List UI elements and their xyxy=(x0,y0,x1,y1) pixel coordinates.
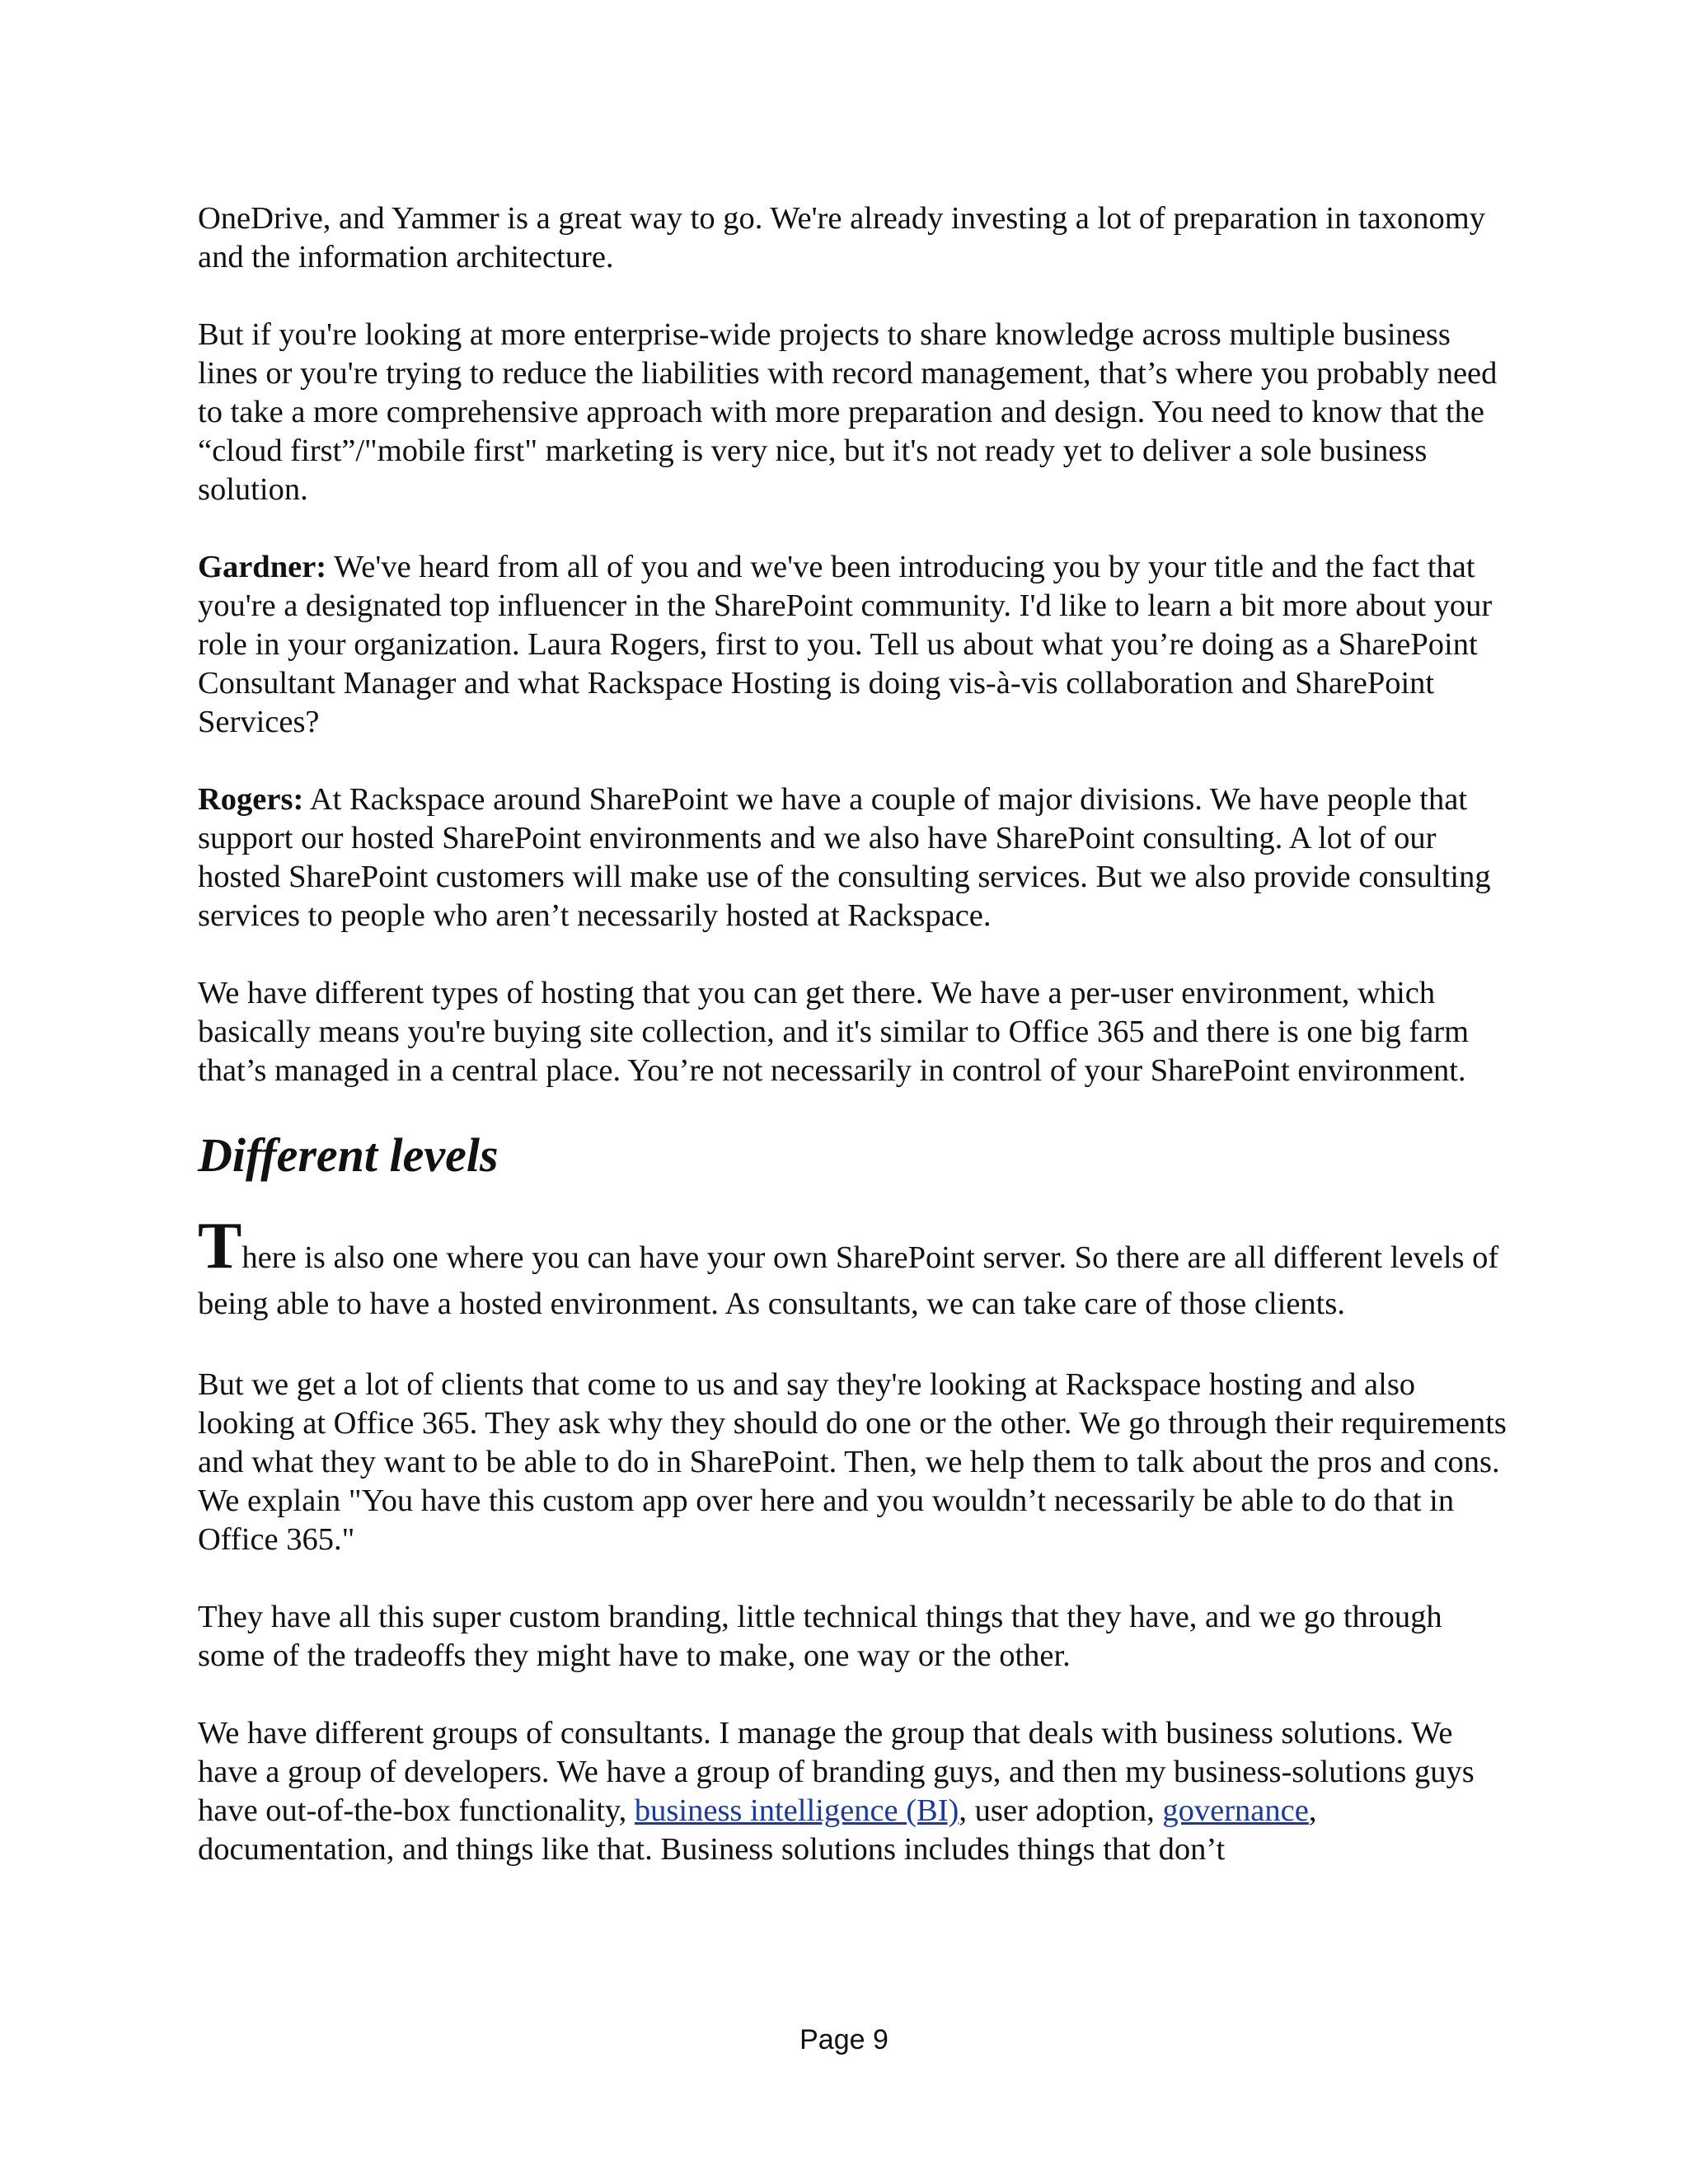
drop-cap: T xyxy=(198,1210,242,1282)
paragraph-2: But if you're looking at more enterprise-wide projects to share knowledge across multiple business lines or you're trying to reduce the liabilities with record management, that’s where you probably need to take a more comprehensive approach with more preparation and design. You need to know that the “cloud first”/"mobile first" marketing is very nice, but it's not ready yet to deliver a sole business solution. xyxy=(198,317,1498,507)
paragraph-4 xyxy=(198,780,1517,935)
page-number: Page 9 xyxy=(799,2024,889,2055)
speaker-gardner: Gardner: xyxy=(198,550,327,584)
paragraph-4-text: At Rackspace around SharePoint we have a couple of major divisions. We have people that support our hosted SharePoint environments and we also have SharePoint consulting. A lot of our hosted SharePoint customers will make use of the consulting services. But we also provide consulting services to people who aren’t necessarily hosted at Rackspace. xyxy=(198,782,1491,933)
paragraph-9-text-a: We have different groups of consultants. I manage the group that deals with business solutions. We have a group of developers. We have a group of branding guys, and then my business-solutions guys have out-of-the-box functionality, xyxy=(198,1716,1475,1828)
paragraph-6 xyxy=(198,1210,1517,1327)
paragraph-9-text-c: , documentation, and things like that. Business solutions includes things that don’t xyxy=(198,1793,1317,1867)
document-body xyxy=(198,199,1517,1908)
speaker-rogers: Rogers: xyxy=(198,782,304,817)
paragraph-1: OneDrive, and Yammer is a great way to go. We're already investing a lot of preparation in taxonomy and the information architecture. xyxy=(198,201,1485,274)
paragraph-5: We have different types of hosting that you can get there. We have a per-user environment, which basically means you're buying site collection, and it's similar to Office 365 and there is one big farm that’s managed in a central place. You’re not necessarily in control of your SharePoint environment. xyxy=(198,976,1470,1088)
paragraph-7: But we get a lot of clients that come to us and say they're looking at Rackspace hosting and also looking at Office 365. They ask why they should do one or the other. We go through their requirements and what they want to be able to do in SharePoint. Then, we help them to talk about the pros and cons. We explain "You have this custom app over here and you wouldn’t necessarily be able to do that in Office 365." xyxy=(198,1367,1507,1557)
paragraph-8: They have all this super custom branding, little technical things that they have, and we go through some of the tradeoffs they might have to make, one way or the other. xyxy=(198,1600,1442,1673)
paragraph-3 xyxy=(198,548,1517,742)
governance-link[interactable]: governance xyxy=(1162,1793,1309,1828)
section-heading: Different levels xyxy=(198,1128,499,1182)
paragraph-9 xyxy=(198,1714,1517,1869)
paragraph-9-text-b: , user adoption, xyxy=(959,1793,1163,1828)
paragraph-6-text: here is also one where you can have your own SharePoint server. So there are all different levels of being able to have a hosted environment. As consultants, we can take care of those clients. xyxy=(198,1240,1499,1321)
paragraph-3-text: We've heard from all of you and we've been introducing you by your title and the fact that you're a designated top influencer in the SharePoint community. I'd like to learn a bit more about your role in your organization. Laura Rogers, first to you. Tell us about what you’re doing as a SharePoint Consultant Manager and what Rackspace Hosting is doing vis-à-vis collaboration and SharePoint Services? xyxy=(198,550,1493,739)
business-intelligence-link[interactable]: business intelligence (BI) xyxy=(634,1793,959,1828)
